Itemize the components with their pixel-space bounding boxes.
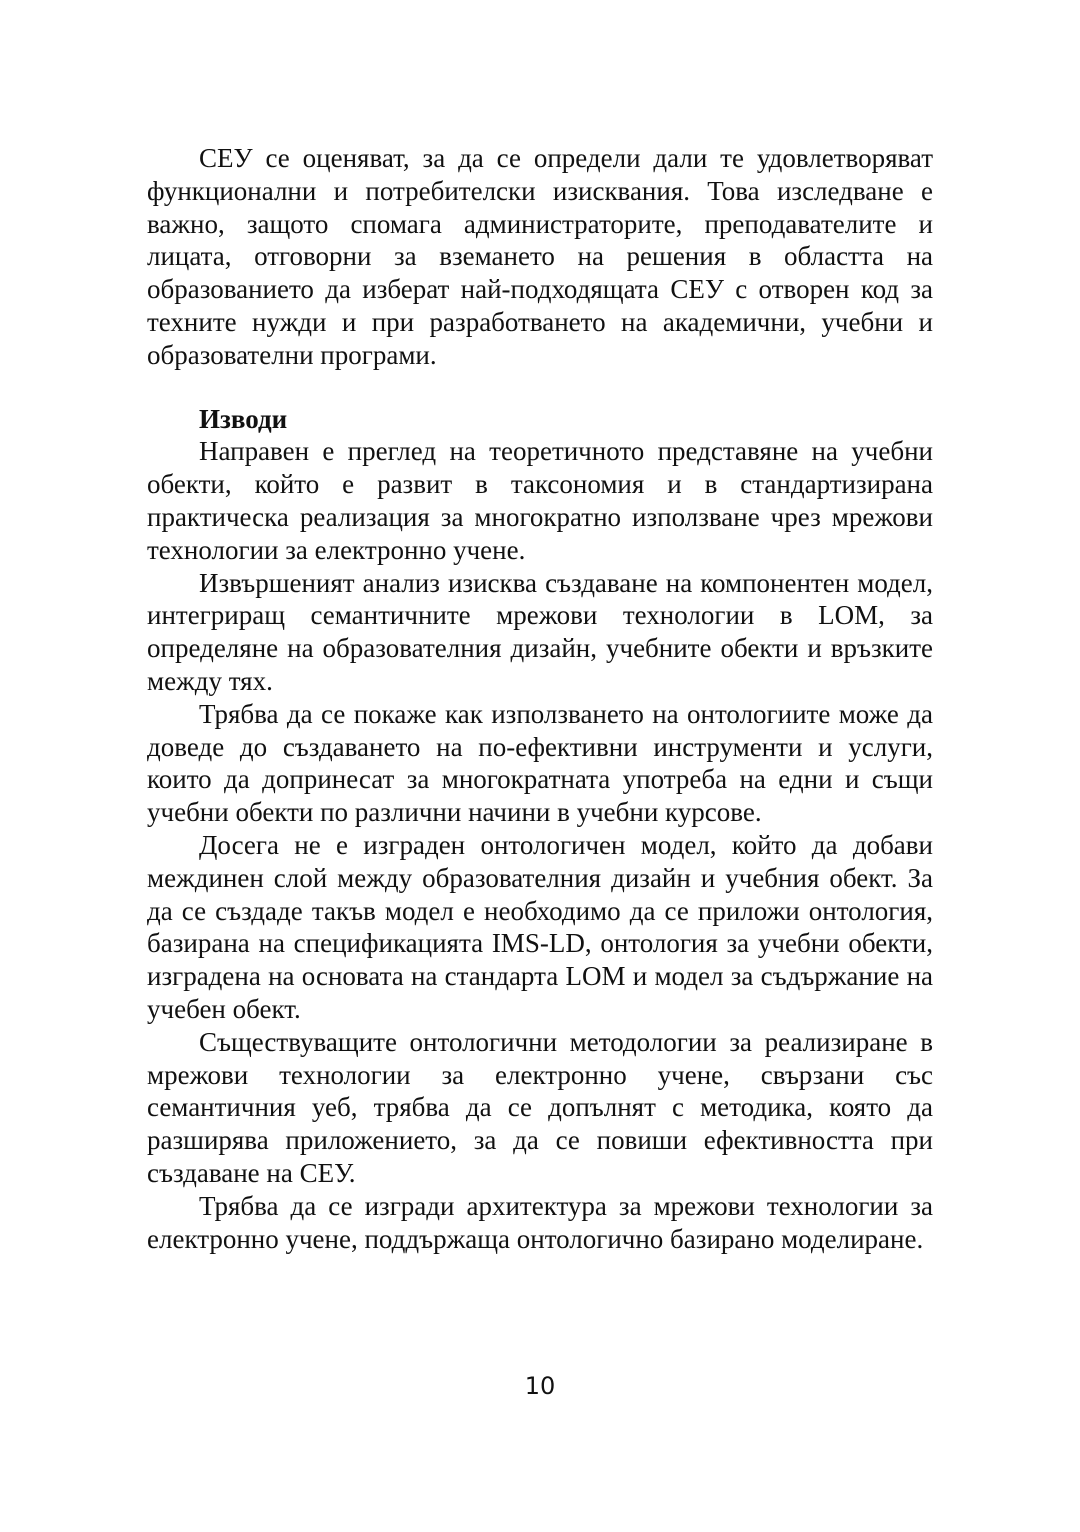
paragraph-3: Трябва да се покаже как използването на онтологиите може да доведе до създаването на по-ефективни инструменти и услуги, които да допринесат за многократната употреба на едни и същи учебни обекти по различни начини в учебни курсове. — [147, 698, 933, 828]
section-heading: Изводи — [199, 403, 288, 434]
paragraph-6: Трябва да се изгради архитектура за мрежови технологии за електронно учене, поддържаща онтологично базирано моделиране. — [147, 1190, 933, 1254]
paragraph-2: Извършеният анализ изисква създаване на компонентен модел, интегриращ семантичните мрежови технологии в LOM, за определяне на образователния дизайн, учебните обекти и връзките между тях. — [147, 567, 933, 696]
paragraph-5: Съществуващите онтологични методологии за реализиране в мрежови технологии за електронно учене, свързани със семантичния уеб, трябва да се допълнят с методика, която да разширява приложението, за да се повиши ефективността при създаване на СЕУ. — [147, 1026, 933, 1188]
page-number: 10 — [524, 1372, 556, 1400]
paragraph-1: Направен е преглед на теоретичното представяне на учебни обекти, който е развит в таксономия и в стандартизирана практическа реализация за многократно използване чрез мрежови технологии за електронно учене. — [147, 436, 933, 565]
paragraph-4: Досега не е изграден онтологичен модел, който да добави междинен слой между образователния дизайн и учебния обект. За да се създаде такъв модел е необходимо да се приложи онтология, базирана на спецификацията IMS-LD, онтология за учебни обекти, изградена на основата на стандарта LOM и модел за съдържание на учебен обект. — [147, 829, 933, 1024]
section-spacer — [147, 372, 933, 403]
paragraph-intro: СЕУ се оценяват, за да се определи дали те удовлетворяват функционални и потребителски изисквания. Това изследване е важно, защото спомага администраторите, преподавателите и лицата, отговорни за вземането на решения в областта на образованието да изберат най-подходящата СЕУ с отворен код за техните нужди и при разработването на академични, учебни и образователни програми. — [147, 143, 933, 370]
body-text — [147, 142, 933, 1255]
